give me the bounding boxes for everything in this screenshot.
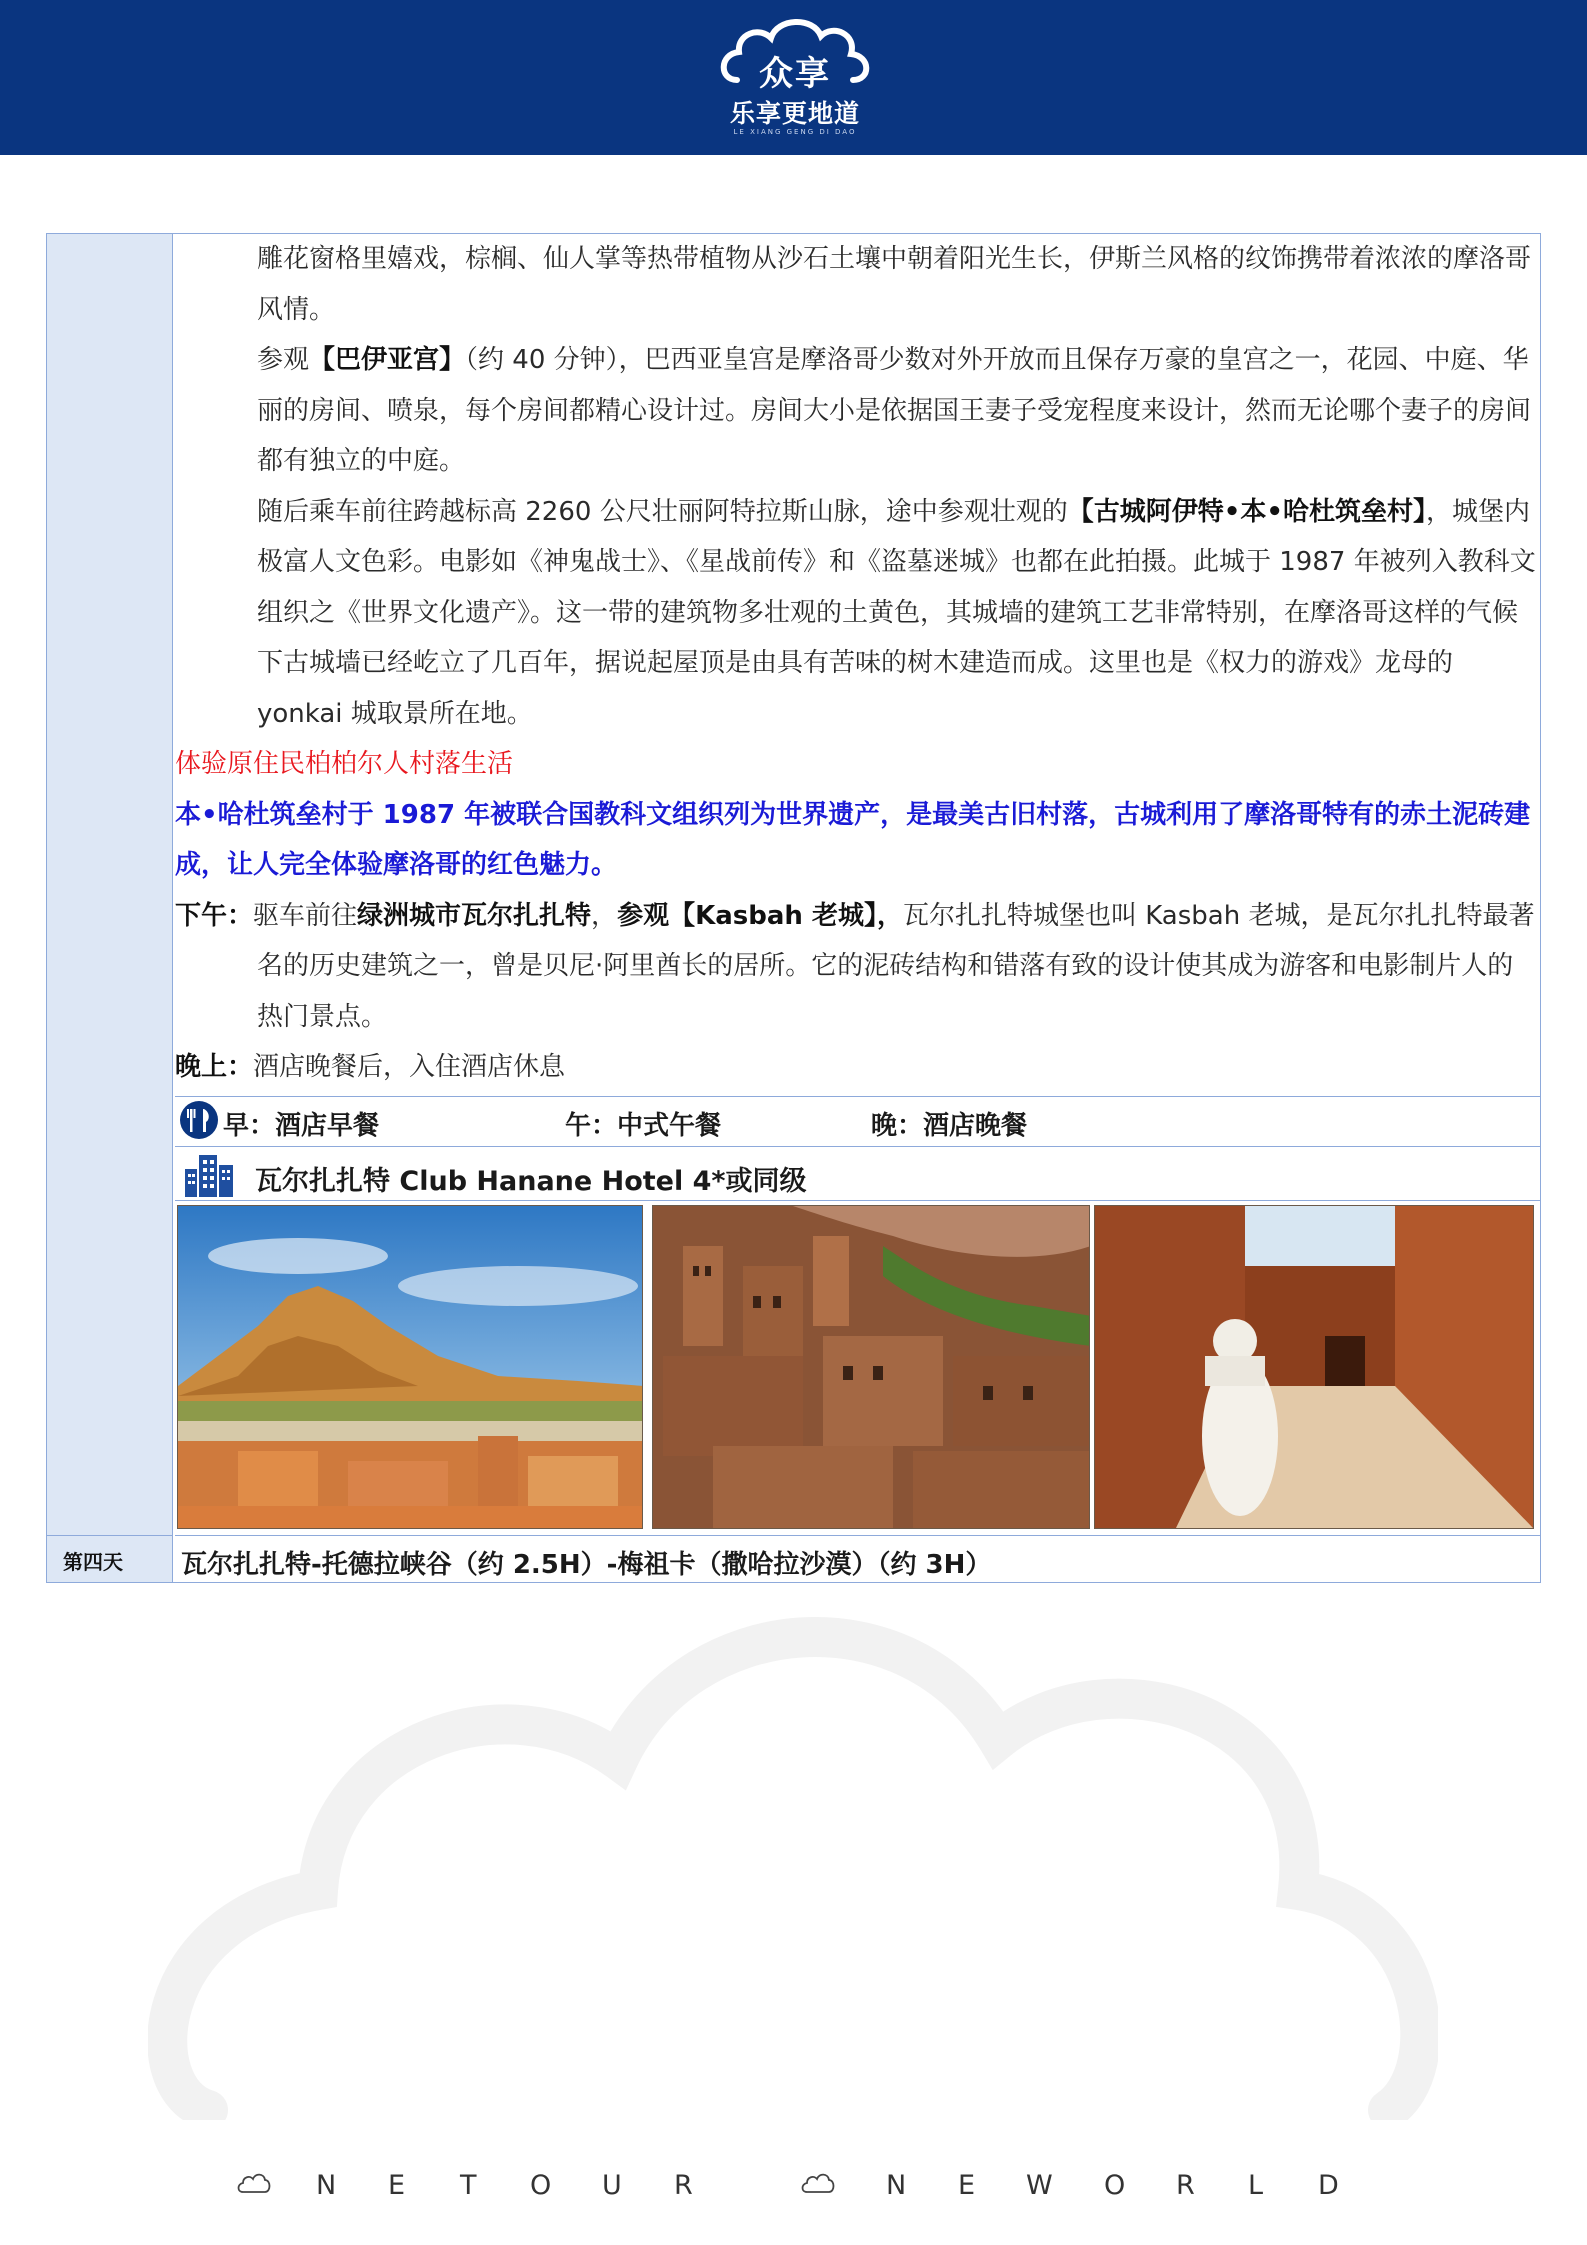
bahia-palace-name: 【巴伊亚宫】: [309, 345, 466, 375]
photo-kasbah-alley: [1094, 1205, 1534, 1529]
breakfast: 早：酒店早餐: [223, 1111, 380, 1141]
text-span: ，城堡内极富人文色彩。电影如《神鬼战士》、《星战前传》和《盗墓迷城》也都在此拍摄。此城于 1987 年被列入教科文组织之《世界文化遗产》。这一带的建筑物多壮观的土黄色，其城墙的建筑工艺非常特别，在摩洛哥这样的气候下古城墙已经屹立了几百年，据说起屋顶是由具有苦味的树木建造而成。这里也是《权力的游戏》龙母的 yonkai 城取景所在地。: [257, 496, 1536, 729]
cloud-watermark-icon: [148, 1590, 1438, 2120]
dinner: 晚：酒店晚餐: [871, 1111, 1028, 1141]
day-column: [47, 234, 173, 1535]
footer-letter: O: [1104, 2170, 1126, 2201]
highlight-description: 本•哈杜筑垒村于 1987 年被联合国教科文组织列为世界遗产，是最美古旧村落，古城利用了摩洛哥特有的赤土泥砖建成，让人完全体验摩洛哥的红色魅力。: [175, 799, 1531, 880]
evening-label: 晚上：: [175, 1052, 254, 1082]
footer-letter: D: [1318, 2170, 1339, 2201]
photo-ait-benhaddou: [177, 1205, 643, 1529]
cutlery-icon: [177, 1100, 221, 1140]
text-span: ，: [591, 900, 618, 931]
photo-row: [175, 1200, 1540, 1535]
footer-letter: R: [674, 2170, 693, 2201]
kasbah-rooftops-image: [653, 1206, 1090, 1529]
footer-letter: O: [530, 2170, 552, 2201]
photo-kasbah-rooftops: [652, 1205, 1090, 1529]
footer-letter: R: [1176, 2170, 1195, 2201]
hotel-building-icon: [183, 1153, 235, 1197]
ouarzazate-name: 绿洲城市瓦尔扎扎特: [357, 900, 592, 931]
text-span: 酒店晚餐后，入住酒店休息: [253, 1052, 566, 1082]
brand-slogan: 乐享更地道: [729, 99, 860, 128]
brand-name: 众享: [759, 54, 831, 94]
kasbah-name: 参观【Kasbah 老城】，: [617, 900, 903, 931]
meals-row: [175, 1096, 1540, 1146]
description-paragraph: 雕花窗格里嬉戏，棕榈、仙人掌等热带植物从沙石土壤中朝着阳光生长，伊斯兰风格的纹饰携带着浓浓的摩洛哥风情。: [257, 244, 1532, 325]
ait-benhaddou-name: 【古城阿伊特•本•哈杜筑垒村】: [1067, 496, 1426, 527]
text-span: 驱车前往: [253, 900, 358, 931]
day-label: 第四天: [63, 1550, 123, 1574]
day-cell: [47, 1535, 173, 1582]
itinerary-table: [46, 233, 1541, 1583]
cloud-icon: [236, 2170, 272, 2196]
footer-letter: E: [958, 2170, 976, 2201]
afternoon-paragraph: [175, 891, 1540, 1043]
hotel-name: 瓦尔扎扎特 Club Hanane Hotel 4*或同级: [255, 1166, 807, 1197]
text-span: 随后乘车前往跨越标高 2260 公尺壮丽阿特拉斯山脉，途中参观壮观的: [257, 496, 1068, 527]
text-span: 参观: [257, 345, 310, 375]
text-span: （约 40 分钟），巴西亚皇宫是摩洛哥少数对外开放而且保存万豪的皇宫之一，花园、中庭、华丽的房间、喷泉，每个房间都精心设计过。房间大小是依据国王妻子受宠程度来设计，然而无论哪个妻子的房间都有独立的中庭。: [257, 345, 1532, 476]
bahia-palace-paragraph: [175, 335, 1540, 487]
footer-letter: L: [1248, 2170, 1264, 2201]
hotel-row: [175, 1146, 1540, 1200]
evening-paragraph: [175, 1042, 1540, 1093]
day-route-title: 瓦尔扎扎特-托德拉峡谷（约 2.5H）-梅祖卡（撒哈拉沙漠）（约 3H）: [175, 1535, 1540, 1582]
page-footer: [0, 2160, 1587, 2210]
highlight-title: 体验原住民柏柏尔人村落生活: [175, 749, 514, 779]
ait-benhaddou-image: [178, 1206, 643, 1529]
page-header: [0, 0, 1587, 155]
brand-tagline: LE XIANG GENG DI DAO: [733, 128, 857, 136]
lunch: 午：中式午餐: [565, 1111, 722, 1141]
footer-letter: T: [460, 2170, 477, 2201]
kasbah-alley-image: [1095, 1206, 1534, 1529]
text-span: 瓦尔扎扎特城堡也叫 Kasbah 老城，是瓦尔扎扎特最著名的历史建筑之一，曾是贝尼·阿里酋长的居所。它的泥砖结构和错落有致的设计使其成为游客和电影制片人的热门景点。: [257, 900, 1535, 1032]
footer-letter: N: [316, 2170, 337, 2201]
cloud-icon: [800, 2170, 836, 2196]
ait-benhaddou-paragraph: [175, 487, 1540, 740]
footer-letter: E: [388, 2170, 406, 2201]
footer-letter: U: [602, 2170, 622, 2201]
footer-letter: N: [886, 2170, 907, 2201]
day-content: [175, 234, 1540, 1093]
footer-letter: W: [1026, 2170, 1053, 2201]
brand-logo: [715, 12, 875, 142]
afternoon-label: 下午：: [175, 900, 254, 931]
